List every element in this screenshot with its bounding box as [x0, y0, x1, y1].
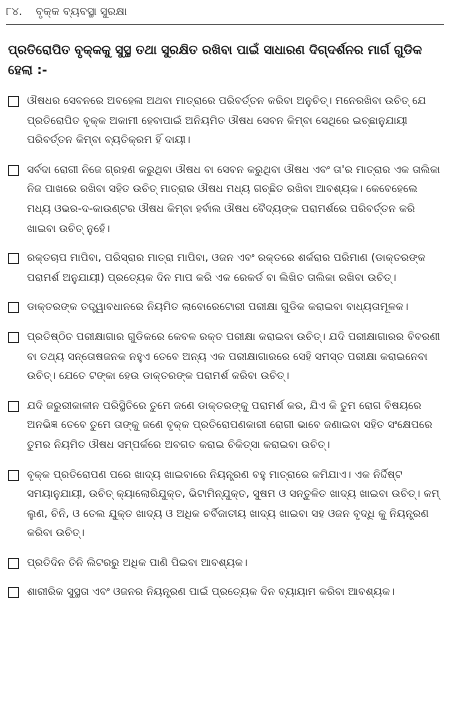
list-item-text: ରକ୍ତଚାପ ମାପିବା, ପରିସ୍ରାର ମାତ୍ରା ମାପିବା, ଓଜନ ଏବଂ ରକ୍ତରେ ଶର୍କରାର ପରିମାଣ (ଡାକ୍ତରଙ୍କ ପରାମର୍ଶ ଅନୁଯାୟୀ) ପ୍ରତ୍ୟେକ ଦିନ ମାପ କରି ଏକ ରେକର୍ଡ ବା ଲିଖିତ ତାଲିକା ରଖିବା ଉଚିତ୍। [27, 252, 426, 284]
checkbox-bullet-icon [8, 401, 19, 412]
running-header [6, 3, 444, 25]
list-item [8, 554, 444, 574]
list-item [8, 249, 444, 288]
list-item-text: ସର୍ବଦା ରୋଗୀ ନିଜେ ଗ୍ରହଣ କରୁଥିବା ଔଷଧ ବା ସେବନ କରୁଥିବା ଔଷଧ ଏବଂ ତା'ର ମାତ୍ରାର ଏକ ତାଲିକା ନିଜ ପାଖରେ ରଖିବା ସହିତ ଉଚିତ୍ ମାତ୍ରାର ଔଷଧ ମଧ୍ୟ ଗଚ୍ଛିତ ରଖିବା ଆବଶ୍ୟକ। କେବେହେଲେ ମଧ୍ୟ ଓଭର-ଦ-କାଉଣ୍ଟର ଔଷଧ କିମ୍ବା ହର୍ବାଲ ଔଷଧ ବୈଦ୍ୟଙ୍କ ପରାମର୍ଶରେ ପରିବର୍ତ୍ତନ କରି ଖାଇବା ଉଚିତ୍ ନୁହେଁ। [27, 163, 441, 235]
checkbox-bullet-icon [8, 558, 19, 569]
running-title: ବୃକ୍କ ବ୍ୟବସ୍ଥା ସୁରକ୍ଷା [35, 5, 128, 18]
checkbox-bullet-icon [8, 587, 19, 598]
checkbox-bullet-icon [8, 165, 19, 176]
list-item-text: ଯଦି ଜରୁରୀକାଳୀନ ପରିସ୍ଥିତିରେ ତୁମେ ଜଣେ ଡାକ୍ତରଙ୍କୁ ପରାମର୍ଶ କର, ଯିଏ କି ତୁମ ରୋଗ ବିଷୟରେ ଅନଭିଜ୍ଞ ତେବେ ତୁମେ ତାଙ୍କୁ ଜଣେ ବୃକ୍କ ପ୍ରତିରୋପଣକାରୀ ରୋଗୀ ଭାବେ ଜଣାଇବା ସହିତ ସଂକ୍ଷେପରେ ତୁମର ନିୟମିତ ଔଷଧ ସମ୍ପର୍କରେ ଅବଗତ କରାଇ ଚିକିତ୍ସା କରାଇବା ଉଚିତ୍। [27, 399, 433, 451]
list-item-text: ପ୍ରତିଷ୍ଠିତ ପରୀକ୍ଷାଗାର ଗୁଡିକରେ କେବଳ ରକ୍ତ ପରୀକ୍ଷା କରାଇବା ଉଚିତ୍। ଯଦି ପରୀକ୍ଷାଗାରର ବିବରଣୀ ବା ତଥ୍ୟ ସନ୍ତୋଷଜନକ ନହୁଏ ତେବେ ଅନ୍ୟ ଏକ ପରୀକ୍ଷାଗାରରେ ସେହି ସମସ୍ତ ପରୀକ୍ଷା କରାଇନେବା ଉଚିତ୍। ଯେତେ ଟଙ୍କା ହେଉ ଡାକ୍ତରଙ୍କ ପରାମର୍ଶ କରିବା ଉଚିତ୍। [27, 330, 441, 383]
list-item-text: ଡାକ୍ତରଙ୍କ ତତ୍ତ୍ୱାବଧାନରେ ନିୟମିତ ଲାବୋରେଟୋରୀ ପରୀକ୍ଷା ଗୁଡିକ କରାଇବା ବାଧ୍ୟତାମୂଳକ। [27, 301, 409, 314]
section-heading: ପ୍ରତିରୋପିତ ବୃକ୍କକୁ ସୁସ୍ଥ ତଥା ସୁରକ୍ଷିତ ରଖିବା ପାଇଁ ସାଧାରଣ ଦିଗ୍‌ଦର୍ଶନର ମାର୍ଗ ଗୁଡିକ ହେଲା :- [8, 42, 422, 77]
checkbox-bullet-icon [8, 96, 19, 107]
list-item-text: ଔଷଧର ସେବନରେ ଅବହେଳା ଅଥବା ମାତ୍ରାରେ ପରିବର୍ତ୍ତନ କରିବା ଅନୁଚିତ୍। ମନେରଖିବା ଉଚିତ୍ ଯେ ପ୍ରତିରୋପିତ ବୃକ୍କ ଅକାମୀ ହେବାପାଇଁ ଅନିୟମିତ ଔଷଧ ସେବନ କିମ୍ବା ସେଥିରେ ଇଚ୍ଛାନୁଯାୟୀ ପରିବର୍ତ୍ତନ କିମ୍ବା ବ୍ୟତିକ୍ରମ ହିଁ ଦାୟୀ। [27, 95, 427, 147]
list-item-text: ପ୍ରତିଦିନ ତିନି ଲିଟରରୁ ଅଧିକ ପାଣି ପିଇବା ଆବଶ୍ୟକ। [27, 556, 248, 569]
list-item [8, 397, 444, 456]
checkbox-bullet-icon [8, 253, 19, 264]
list-item-text: ବୃକ୍କ ପ୍ରତିରୋପଣ ପରେ ଖାଦ୍ୟ ଖାଇବାରେ ନିୟନ୍ତ୍ରଣ ବହୁ ମାତ୍ରାରେ କମିଯାଏ। ଏକ ନିର୍ଦ୍ଦିଷ୍ଟ ସମୟାନୁଯାୟୀ, ଉଚିତ୍ କ୍ୟାଲୋରିଯୁକ୍ତ, ଭିଟାମିନ୍‌ଯୁକ୍ତ, ସୁଷମ ଓ ସନ୍ତୁଳିତ ଖାଦ୍ୟ ଖାଇବା ଉଚିତ୍। କମ୍ ଲୁଣ, ଚିନି, ଓ ତେଲ ଯୁକ୍ତ ଖାଦ୍ୟ ଓ ଅଧିକ ଚର୍ବିଜାତୀୟ ଖାଦ୍ୟ ଖାଇବା ସହ ଓଜନ ବୃଦ୍ଧି କୁ ନିୟନ୍ତ୍ରଣ କରିବା ଉଚିତ୍। [27, 468, 440, 540]
list-item-text: ଶାରୀରିକ ସୁସ୍ଥତା ଏବଂ ଓଜନର ନିୟନ୍ତ୍ରଣ ପାଇଁ ପ୍ରତ୍ୟେକ ଦିନ ବ୍ୟାୟାମ କରିବା ଆବଶ୍ୟକ। [27, 586, 395, 599]
checkbox-bullet-icon [8, 332, 19, 343]
guideline-list [8, 92, 444, 613]
list-item [8, 328, 444, 387]
list-item [8, 583, 444, 603]
list-item [8, 466, 444, 544]
list-item [8, 161, 444, 239]
checkbox-bullet-icon [8, 302, 19, 313]
checkbox-bullet-icon [8, 470, 19, 481]
list-item [8, 92, 444, 151]
list-item [8, 298, 444, 318]
page-number: ୮୪. [6, 5, 23, 18]
